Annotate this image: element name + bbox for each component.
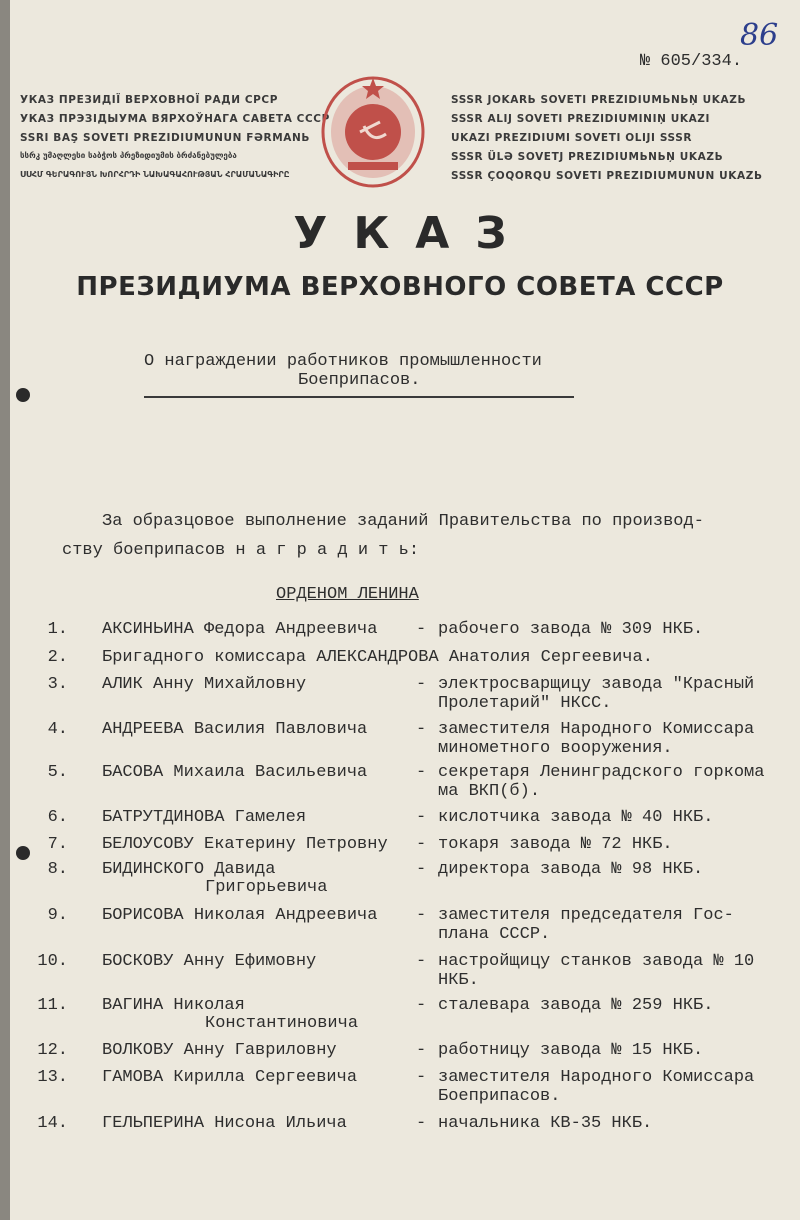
awardee-position: токаря завода № 72 НКБ. <box>438 835 673 854</box>
masthead-right-line: SSSR ALIJ SOVETI PREZIDIUMINIŅ UKAZI <box>451 113 711 125</box>
awardee-number: 1. <box>47 620 68 639</box>
handwritten-page-number: 86 <box>740 18 779 53</box>
awardee-dash: - <box>416 675 427 694</box>
awardee-name: АЛИК Анну Михайловну <box>102 675 307 694</box>
awardee-position: заместителя председателя Гос- <box>438 906 734 925</box>
awardee-number: 10. <box>37 952 68 971</box>
awardee-position: электросварщицу завода "Красный <box>438 675 755 694</box>
masthead-right-line: UKAZI PREZIDIUMI SOVETI OLIJI SSSR <box>451 132 693 144</box>
subject-line: О награждении работников промышленности <box>144 352 542 371</box>
masthead-left-line: სსრკ უმაღლესი საბჭოს პრეზიდიუმის ბრძანებულება <box>20 151 237 160</box>
awardee-position: настройщицу станков завода № 10 <box>438 952 755 971</box>
punch-hole <box>16 388 30 402</box>
masthead-left-line: SSRI BAŞ SOVETI PREZIDIUMUNUN FƏRMANЬ <box>20 132 310 144</box>
subject-line: Боеприпасов. <box>298 371 421 390</box>
awardee-number: 8. <box>47 860 68 879</box>
awardee-number: 5. <box>47 763 68 782</box>
awardee-dash: - <box>416 763 427 782</box>
subject-underline <box>144 396 574 398</box>
awardee-name: БИДИНСКОГО Давида <box>102 860 276 879</box>
awardee-name: БАТРУТДИНОВА Гамелея <box>102 808 307 827</box>
awardee-number: 12. <box>37 1041 68 1060</box>
ussr-emblem <box>320 74 426 188</box>
awardee-dash: - <box>416 720 427 739</box>
awardee-dash: - <box>416 1068 427 1087</box>
awardee-position-continued: ма ВКП(б). <box>438 782 541 801</box>
awardee-name: БЕЛОУСОВУ Екатерину Петровну <box>102 835 388 854</box>
awardee-name: БАСОВА Михаила Васильевича <box>102 763 368 782</box>
awardee-name: ВАГИНА Николая <box>102 996 245 1015</box>
awardee-name: ВОЛКОВУ Анну Гавриловну <box>102 1041 337 1060</box>
awardee-position: заместителя Народного Комиссара <box>438 1068 755 1087</box>
awardee-position: рабочего завода № 309 НКБ. <box>438 620 704 639</box>
awardee-position: работницу завода № 15 НКБ. <box>438 1041 704 1060</box>
awardee-dash: - <box>416 906 427 925</box>
awardee-number: 11. <box>37 996 68 1015</box>
awardee-dash: - <box>416 1114 427 1133</box>
intro-line: За образцовое выполнение заданий Правительства по производ- <box>102 512 704 531</box>
awardee-position-continued: минометного вооружения. <box>438 739 673 758</box>
awardee-name: ГАМОВА Кирилла Сергеевича <box>102 1068 358 1087</box>
awardee-position: секретаря Ленинградского горкома <box>438 763 765 782</box>
awardee-position: заместителя Народного Комиссара <box>438 720 755 739</box>
awardee-dash: - <box>416 835 427 854</box>
awardee-number: 14. <box>37 1114 68 1133</box>
awardee-dash: - <box>416 1041 427 1060</box>
awardee-position: сталевара завода № 259 НКБ. <box>438 996 714 1015</box>
decree-title: УКАЗ <box>293 208 533 259</box>
binding-edge <box>0 0 10 1220</box>
awardee-position: кислотчика завода № 40 НКБ. <box>438 808 714 827</box>
awardee-position: начальника КВ-35 НКБ. <box>438 1114 653 1133</box>
awardee-name: БОСКОВУ Анну Ефимовну <box>102 952 317 971</box>
awardee-number: 13. <box>37 1068 68 1087</box>
awardee-number: 3. <box>47 675 68 694</box>
awardee-number: 6. <box>47 808 68 827</box>
awardee-name: АКСИНЬИНА Федора Андреевича <box>102 620 378 639</box>
masthead-right-line: SSSR ÜLƏ SOVETJ PREZIDIUMЬNЬŅ UKAZЬ <box>451 151 724 163</box>
awardee-number: 4. <box>47 720 68 739</box>
awardee-dash: - <box>416 860 427 879</box>
awardee-dash: - <box>416 620 427 639</box>
awardee-number: 2. <box>47 648 68 667</box>
awardee-position-continued: НКБ. <box>438 971 479 990</box>
awardee-name: ГЕЛЬПЕРИНА Нисона Ильича <box>102 1114 347 1133</box>
masthead-left-line: УКАЗ ПРЭЗІДЫУМА ВЯРХОЎНАГА САВЕТА СССР <box>20 113 330 125</box>
awardee-position-continued: Боеприпасов. <box>438 1087 561 1106</box>
awardee-position-continued: Пролетарий" НКСС. <box>438 694 612 713</box>
document-number: № 605/334. <box>640 52 743 71</box>
decree-subtitle: ПРЕЗИДИУМА ВЕРХОВНОГО СОВЕТА СССР <box>76 272 724 302</box>
awardee-name-continued: Константиновича <box>205 1014 359 1033</box>
awardee-position: директора завода № 98 НКБ. <box>438 860 704 879</box>
awardee-name-continued: Григорьевича <box>205 878 328 897</box>
awardee-number: 7. <box>47 835 68 854</box>
intro-line: ству боеприпасов н а г р а д и т ь: <box>62 541 420 560</box>
awardee-dash: - <box>416 952 427 971</box>
awardee-name: Бригадного комиссара АЛЕКСАНДРОВА Анатолия Сергеевича. <box>102 648 653 667</box>
awardee-name: АНДРЕЕВА Василия Павловича <box>102 720 368 739</box>
awardee-dash: - <box>416 808 427 827</box>
masthead-left-line: ՍՍՀՄ ԳԵՐԱԳՈՒՅՆ ԽՈՐՀՐԴԻ ՆԱԽԱԳԱՀՈՒԹՅԱՆ ՀՐԱՄԱՆԱԳԻՐԸ <box>20 170 290 179</box>
masthead-left-line: УКАЗ ПРЕЗИДІЇ ВЕРХОВНОЇ РАДИ СРСР <box>20 94 279 106</box>
awardee-dash: - <box>416 996 427 1015</box>
awardee-number: 9. <box>47 906 68 925</box>
awardee-name: БОРИСОВА Николая Андреевича <box>102 906 378 925</box>
awardee-position-continued: плана СССР. <box>438 925 551 944</box>
masthead-right-line: SSSR JOKARЬ SOVETI PREZIDIUMЬNЬŅ UKAZЬ <box>451 94 747 106</box>
masthead-right-line: SSSR ÇOQORQU SOVETI PREZIDIUMUNUN UKAZЬ <box>451 170 763 182</box>
order-heading: ОРДЕНОМ ЛЕНИНА <box>276 585 419 604</box>
punch-hole <box>16 846 30 860</box>
